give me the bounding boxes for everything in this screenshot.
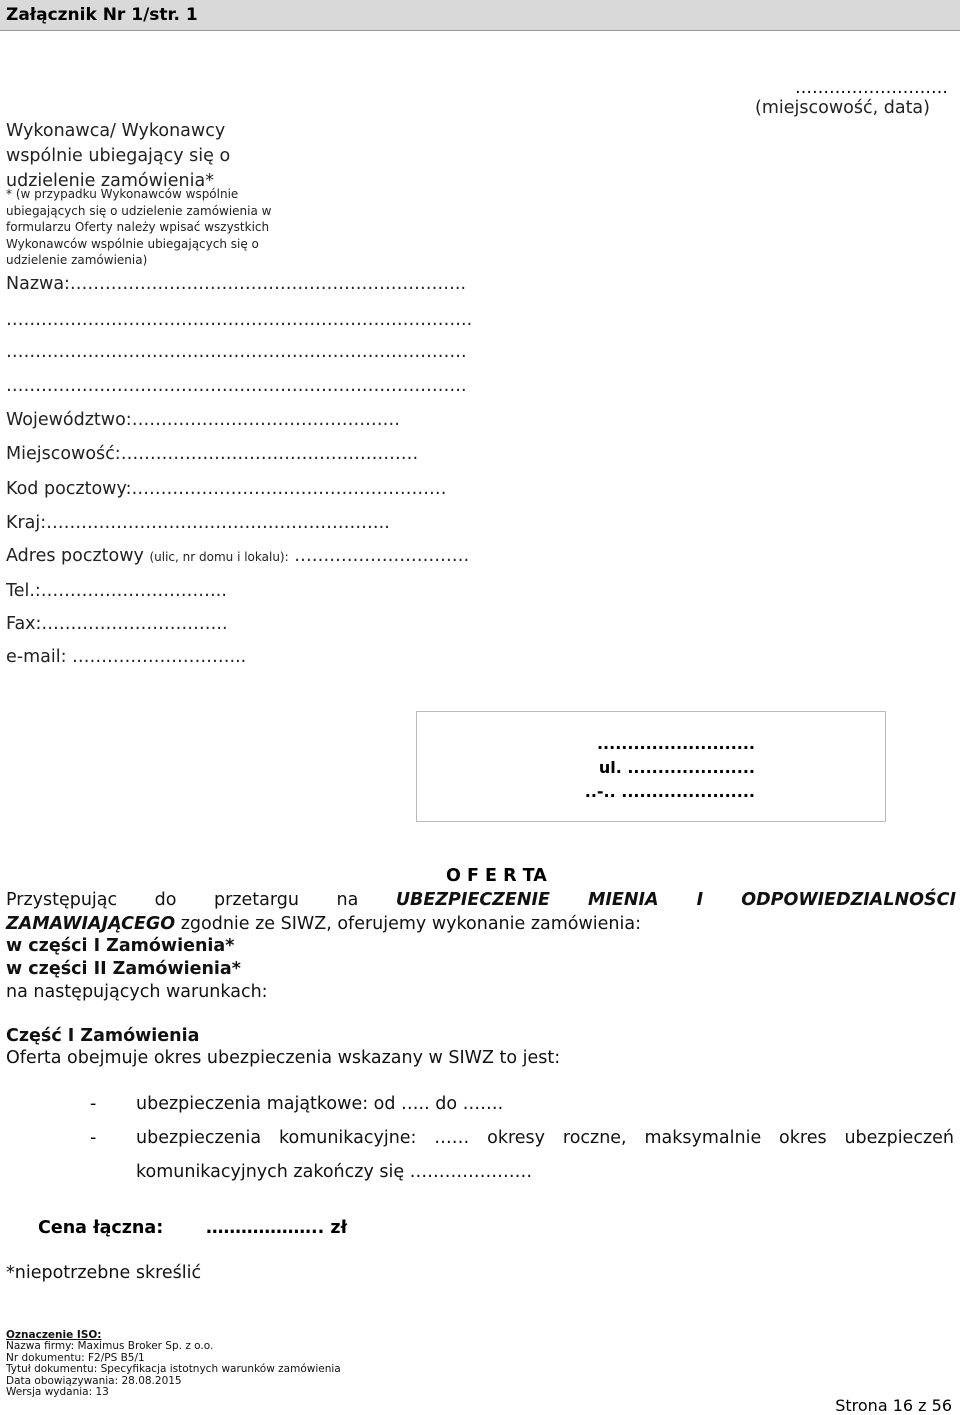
field-fax: Fax:…………………………..: [6, 614, 228, 634]
period-text: Oferta obejmuje okres ubezpieczenia wskazany w SIWZ to jest:: [6, 1048, 561, 1068]
field-kod-pocztowy: Kod pocztowy:………………………………………………: [6, 479, 447, 499]
footer-tytul: Tytuł dokumentu: Specyfikacja istotnych warunków zamówienia: [6, 1363, 341, 1376]
strike-note: *niepotrzebne skreślić: [6, 1263, 202, 1283]
price-value: ……………….. zł: [206, 1218, 348, 1238]
footer-nr: Nr dokumentu: F2/PS B5/1: [6, 1351, 145, 1364]
offer-subject-2: ZAMAWIAJĄCEGO: [6, 914, 176, 934]
field-kraj: Kraj:…………………………………………………..: [6, 513, 390, 533]
footer-iso: Oznaczenie ISO:: [6, 1329, 102, 1341]
footer-firma: Nazwa firmy: Maximus Broker Sp. z o.o.: [6, 1340, 214, 1353]
field-nazwa-line3: …………………………………………………………………….: [6, 342, 467, 362]
price-label: Cena łączna:: [38, 1218, 164, 1238]
bullet-dash-1: -: [90, 1094, 97, 1114]
field-adres-dots: …………………………: [294, 546, 470, 566]
offer-conditions: na następujących warunkach:: [6, 982, 268, 1002]
field-nazwa: Nazwa:…………………………………………………………..: [6, 274, 467, 294]
item-motor-insurance-cont: komunikacyjnych zakończy się …………………: [136, 1162, 533, 1182]
field-wojewodztwo: Województwo:……………………………………….: [6, 410, 400, 430]
address-stamp-box: [416, 711, 886, 822]
field-miejscowosc: Miejscowość:……………………………………………: [6, 444, 419, 464]
field-nazwa-line2: ……………………………………………………………………..: [6, 310, 473, 330]
field-adres: [6, 546, 469, 566]
field-tel: Tel.:…………………………..: [6, 581, 227, 601]
offer-intro-start: Przystępując do przetargu na: [6, 890, 359, 910]
footer-data: Data obowiązywania: 28.08.2015: [6, 1374, 182, 1387]
offer-intro-end: zgodnie ze SIWZ, oferujemy wykonanie zamówienia:: [180, 914, 642, 934]
contractor-heading: Wykonawca/ Wykonawcy wspólnie ubiegający się o udzielenie zamówienia*: [6, 121, 231, 191]
contractor-note: * (w przypadku Wykonawców wspólnie ubiegających się o udzielenie zamówienia w formularzu Oferty należy wpisać wszystkich Wykonawców wspólnie ubiegających się o udzielenie zamówienia): [6, 187, 272, 267]
stamp-line-1: ..........................: [596, 734, 755, 753]
field-nazwa-line4: …………………………………………………………………….: [6, 376, 467, 396]
attachment-title: Załącznik Nr 1/str. 1: [6, 5, 198, 25]
page-number: Strona 16 z 56: [835, 1396, 952, 1415]
field-adres-hint: (ulic, nr domu i lokalu):: [149, 550, 289, 564]
footer-wersja: Wersja wydania: 13: [6, 1386, 109, 1399]
offer-intro-line2: [6, 912, 956, 936]
bullet-dash-2: -: [90, 1128, 97, 1148]
item-motor-insurance: ubezpieczenia komunikacyjne: …… okresy roczne, maksymalnie okres ubezpieczeń: [136, 1128, 954, 1148]
stamp-line-3: ..-.. ......................: [584, 782, 755, 801]
stamp-line-2: ul. .....................: [598, 758, 755, 777]
offer-intro-line1: [6, 888, 956, 912]
item-property-insurance: ubezpieczenia majątkowe: od ….. do …….: [136, 1094, 504, 1114]
place-date-label: (miejscowość, data): [755, 98, 930, 118]
place-date-dots: ………………………: [795, 78, 948, 98]
offer-title: O F E R TA: [446, 866, 547, 886]
field-email: e-mail: ………………………...: [6, 647, 247, 667]
offer-part-2: w części II Zamówienia*: [6, 959, 241, 979]
field-adres-label: Adres pocztowy: [6, 546, 144, 566]
section-title: Część I Zamówienia: [6, 1026, 200, 1046]
offer-subject: UBEZPIECZENIE MIENIA I ODPOWIEDZIALNOŚCI: [395, 890, 956, 910]
document-footer: [6, 1330, 341, 1398]
offer-part-1: w części I Zamówienia*: [6, 936, 235, 956]
